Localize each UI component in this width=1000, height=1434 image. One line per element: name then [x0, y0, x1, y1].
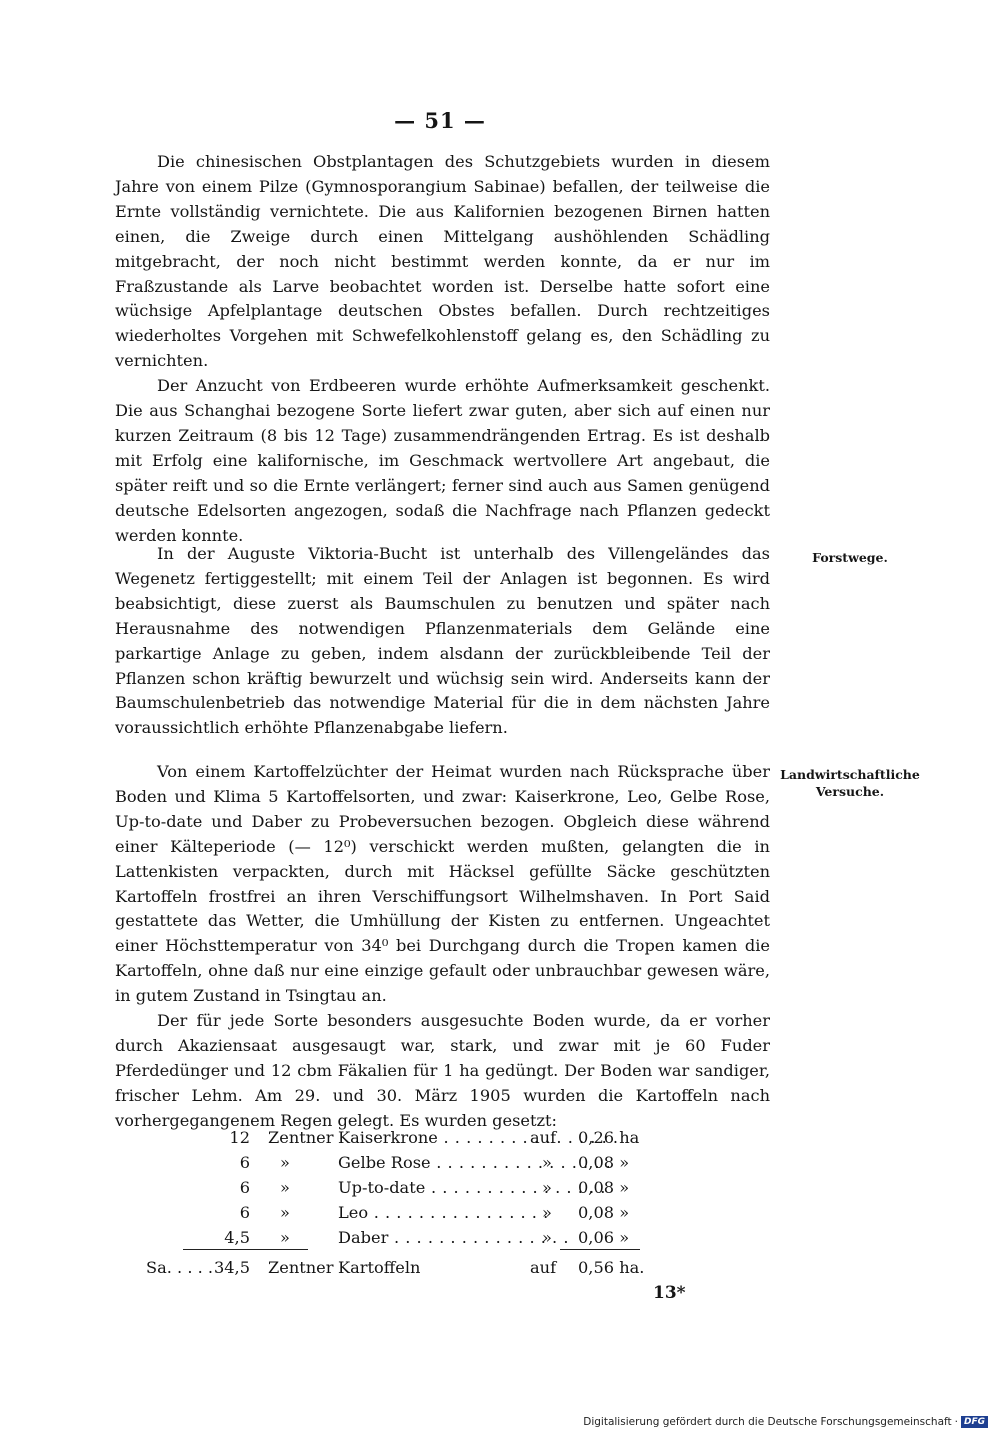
prep-cell: »: [542, 1152, 552, 1172]
paragraph: In der Auguste Viktoria-Bucht ist unterhalb des Villengeländes das Wegenetz fertiggestellt; mit einem Teil der Anlagen ist begonnen. Es wird beabsichtigt, diese zuerst als Baumschulen zu benutzen und später nach Herausnahme des notwendigen Pflanzenmaterials dem Gelände eine parkartige Anlage zu geben, indem alsdann der zurückbleibende Teil der Pflanzen schon kräftig bewurzelt und wüchsig sein wird. Anderseits kann der Baumschulenbetrieb das notwendige Material für die in dem nächsten Jahre voraussichtlich erhöhte Pflanzenabgabe liefern.: [115, 544, 770, 738]
variety-name: Daber . . .: [338, 1226, 569, 1251]
unit-cell: »: [280, 1202, 290, 1222]
unit-cell: »: [280, 1152, 290, 1172]
area-cell: 0,08 »: [578, 1202, 630, 1222]
footer: [583, 1416, 988, 1428]
sum-qty: 34,5: [213, 1258, 250, 1278]
sum-rule-left: [183, 1249, 308, 1250]
prep-cell: »: [542, 1227, 552, 1247]
area-cell: 0,26 ha: [578, 1128, 640, 1147]
sum-label: Sa. . . . .: [146, 1258, 214, 1278]
qty-cell: 6: [239, 1202, 250, 1222]
paragraph: Von einem Kartoffelzüchter der Heimat wurden nach Rücksprache über Boden und Klima 5 Kartoffelsorten, und zwar: Kaiserkrone, Leo, Gelbe Rose, Up-to-date und Daber zu Probeversuchen bezogen. Obgleich diese während einer Kälteperiode (— 12⁰) verschickt werden mußten, gelangten die in Lattenkisten verpackten, durch mit Häcksel gefüllte Säcke geschützten Kartoffeln frostfrei an ihren Verschiffungsort Wilhelmshaven. In Port Said gestattete das Wetter, die Umhüllung der Kisten zu entfernen. Ungeachtet einer Höchsttemperatur von 34⁰ bei Durchgang durch die Tropen kamen die Kartoffeln, ohne daß nur eine einzige gefault oder unbrauchbar gewesen wäre, in gutem Zustand in Tsingtau an.: [115, 762, 770, 1006]
paragraph: Der Anzucht von Erdbeeren wurde erhöhte Aufmerksamkeit geschenkt. Die aus Schanghai bezogene Sorte liefert zwar guten, aber sich auf einen nur kurzen Zeitraum (8 bis 12 Tage) zusammendrängenden Ertrag. Es ist deshalb mit Erfolg eine kalifornische, im Geschmack wertvollere Art angebaut, die später reift und so die Ernte verlängert; ferner sind auch aus Samen genügend deutsche Edelsorten angezogen, sodaß die Nachfrage nach Pflanzen gedeckt werden konnte.: [115, 376, 770, 545]
prep-cell: »: [542, 1202, 552, 1222]
marginal-line: Versuche.: [815, 784, 885, 799]
prep-cell: »: [542, 1177, 552, 1197]
footer-text: Digitalisierung gefördert durch die Deutsche Forschungsgemeinschaft: [583, 1416, 952, 1428]
marginal-line: Landwirtschaftliche: [780, 767, 920, 782]
variety-name: Leo . . .: [338, 1201, 549, 1226]
unit-cell: Zentner: [268, 1128, 334, 1147]
marginal-note-landwirtschaft: [780, 766, 920, 800]
variety-name: Gelbe Rose . . .: [338, 1151, 611, 1176]
text-block-kartoffeln: [115, 760, 770, 1134]
sum-unit: Zentner: [268, 1258, 334, 1278]
sum-prep: auf: [530, 1258, 557, 1278]
paragraph: Die chinesischen Obstplantagen des Schutzgebiets wurden in diesem Jahre von einem Pilze (Gymnosporangium Sabinae) befallen, der teilweise die Ernte vollständig vernichtete. Die aus Kalifornien bezogenen Birnen hatten einen, die Zweige durch einen Mittelgang aushöhlenden Schädling mitgebracht, der noch nicht bestimmt werden konnte, da er nur im Fraßzustande als Larve beobachtet worden ist. Derselbe hatte sofort eine wüchsige Apfelplantage deutschen Obstes befallen. Durch rechtzeitiges wiederholtes Vorgehen mit Schwefelkohlenstoff gelang es, den Schädling zu vernichten.: [115, 152, 770, 371]
unit-cell: »: [280, 1227, 290, 1247]
sum-name: Kartoffeln: [338, 1258, 421, 1278]
area-cell: 0,08 »: [578, 1152, 630, 1172]
sum-area: 0,56 ha.: [578, 1258, 645, 1278]
qty-cell: 6: [239, 1177, 250, 1197]
area-cell: 0,08 »: [578, 1177, 630, 1197]
text-block-forstwege: [115, 542, 770, 741]
variety-name: Kaiserkrone . . .: [338, 1126, 619, 1151]
page-number: — 51 —: [394, 108, 486, 133]
paragraph: Der für jede Sorte besonders ausgesuchte Boden wurde, da er vorher durch Akaziensaat ausgesaugt war, stark, und zwar mit je 60 Fuder Pferdedünger und 12 cbm Fäkalien für 1 ha gedüngt. Der Boden war sandiger, frischer Lehm. Am 29. und 30. März 1905 wurden die Kartoffeln nach vorhergegangenem Regen gelegt. Es wurden gesetzt:: [115, 1011, 770, 1130]
prep-cell: auf: [530, 1128, 557, 1147]
dfg-logo-icon: DFG: [961, 1416, 988, 1428]
variety-name: Up-to-date . . .: [338, 1176, 606, 1201]
sum-rule-right: [560, 1249, 640, 1250]
qty-cell: 4,5: [224, 1227, 250, 1247]
qty-cell: 6: [239, 1152, 250, 1172]
marginal-note-forstwege: Forstwege.: [812, 550, 888, 565]
sheet-signature: 13*: [653, 1283, 686, 1303]
unit-cell: »: [280, 1177, 290, 1197]
footer-separator: ·: [954, 1416, 958, 1428]
text-block-obstplantagen: [115, 150, 770, 549]
qty-cell: 12: [229, 1128, 250, 1147]
area-cell: 0,06 »: [578, 1227, 630, 1247]
